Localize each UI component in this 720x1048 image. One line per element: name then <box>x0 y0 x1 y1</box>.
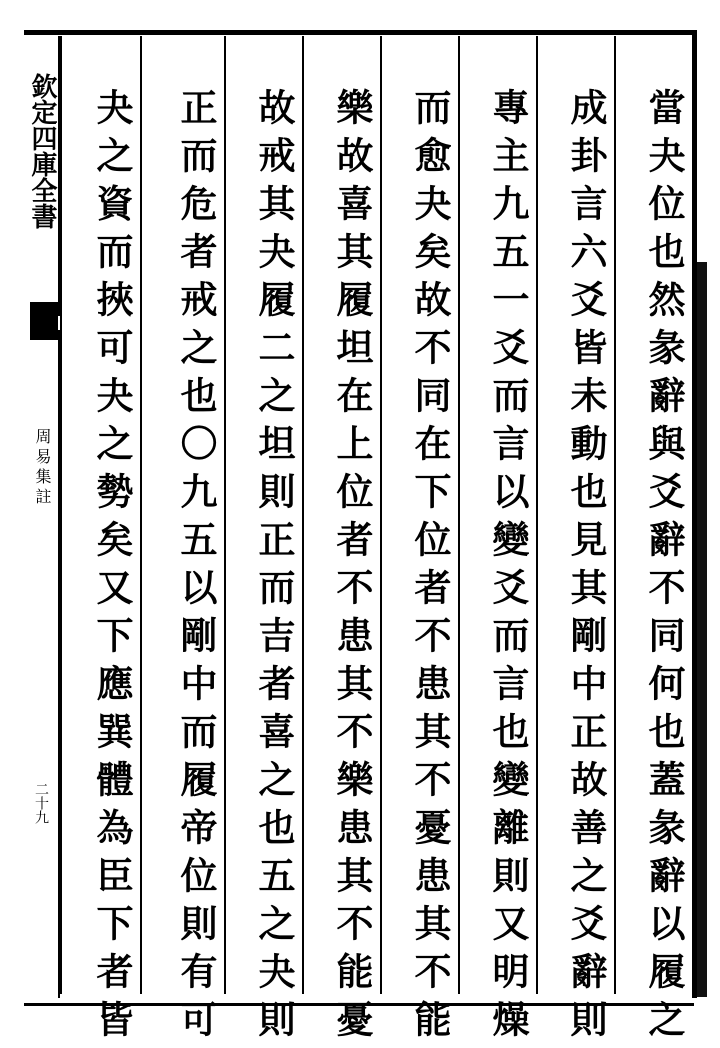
page-edge-shadow <box>697 262 707 997</box>
text-column-1 <box>614 36 694 1048</box>
text-column-8 <box>60 36 142 1048</box>
text-column-4 <box>380 36 460 1048</box>
column-text: 專主九五一爻而言以變爻而言也變離則又明燥 <box>486 88 530 1048</box>
column-text: 而愈夬矣故不同在下位者不患其不憂患其不能 <box>408 88 452 1048</box>
text-column-7 <box>140 36 226 1048</box>
column-text: 故戒其夬履二之坦則正而吉者喜之也五之夬則 <box>252 88 296 1048</box>
text-column-5 <box>302 36 382 1048</box>
column-text: 當夬位也然彖辭與爻辭不同何也蓋彖辭以履之 <box>642 88 686 1048</box>
page-number: 二十九 <box>33 782 49 824</box>
column-text: 正而危者戒之也〇九五以剛中而履帝位則有可 <box>174 88 218 1048</box>
text-column-3 <box>458 36 538 1048</box>
column-text: 夬之資而挾可夬之勢矣又下應巽體為臣下者皆 <box>90 88 134 1048</box>
fishtail-mark <box>30 302 58 340</box>
text-column-2 <box>536 36 616 1048</box>
column-text: 成卦言六爻皆未動也見其剛中正故善之爻辭則 <box>564 88 608 1048</box>
text-column-6 <box>224 36 304 1048</box>
book-title: 周易集註 <box>33 428 52 508</box>
column-text: 樂故喜其履坦在上位者不患其不樂患其不能憂 <box>330 88 374 1048</box>
collection-stamp: 欽定四庫全書 <box>27 73 57 229</box>
